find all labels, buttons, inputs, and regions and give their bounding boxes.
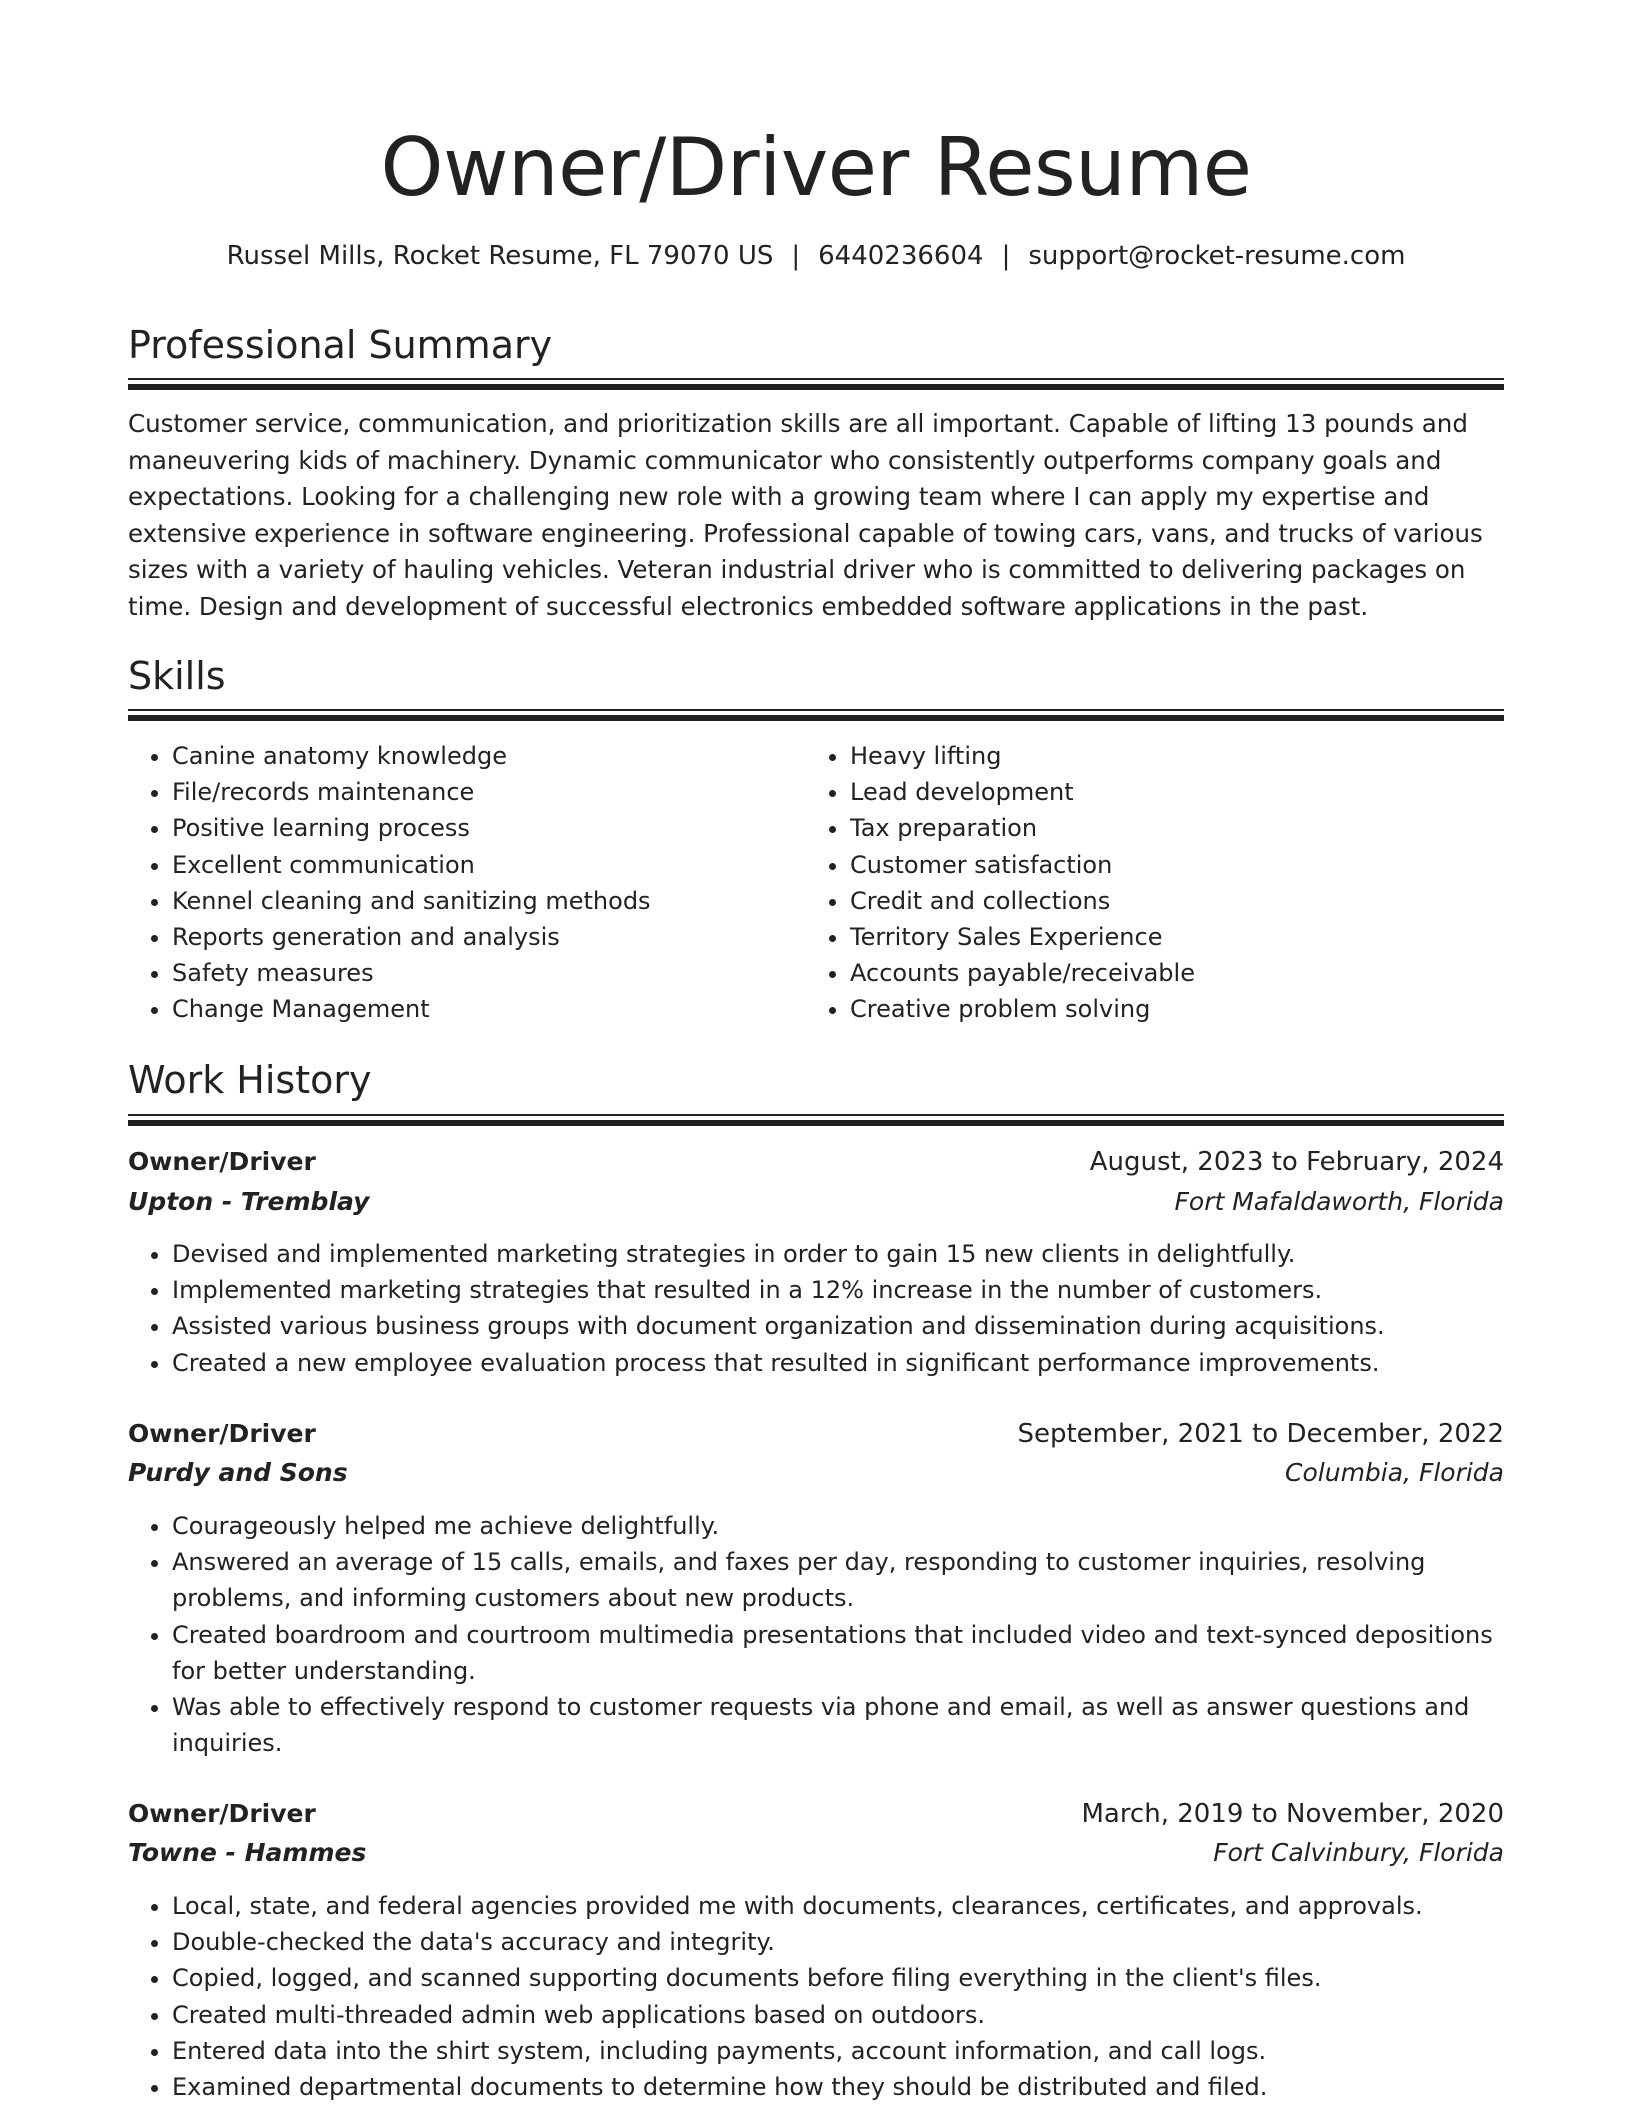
skill-item: • Canine anatomy knowledge (172, 738, 812, 774)
job-bullet: • Implemented marketing strategies that resulted in a 12% increase in the number of customers. (172, 1272, 1504, 1308)
job-company: Upton - Tremblay (128, 1187, 370, 1216)
page-title: Owner/Driver Resume (380, 121, 1252, 214)
skills-list (128, 738, 1504, 1038)
job-title: Owner/Driver (128, 1147, 316, 1176)
job-bullet: • Created multi-threaded admin web applications based on outdoors. (172, 1997, 1504, 2033)
job-location: Fort Calvinbury, Florida (1213, 1838, 1504, 1867)
job-dates: September, 2021 to December, 2022 (1017, 1419, 1504, 1449)
job-location: Fort Mafaldaworth, Florida (1174, 1187, 1504, 1216)
skill-item: • Change Management (172, 991, 812, 1027)
skill-item: • Positive learning process (172, 810, 812, 846)
skill-item: • Excellent communication (172, 847, 812, 883)
job-bullet: • Local, state, and federal agencies provided me with documents, clearances, certificates, and approvals. (172, 1888, 1504, 1924)
job-company: Purdy and Sons (128, 1458, 348, 1487)
job-company: Towne - Hammes (128, 1838, 367, 1867)
contact-phone: 6440236604 (818, 241, 984, 271)
job-bullet: • Created boardroom and courtroom multimedia presentations that included video and text-synced depositions for better understanding. (172, 1617, 1504, 1689)
job-bullet: • Was able to effectively respond to customer requests via phone and email, as well as answer questions and inquiries. (172, 1689, 1504, 1761)
job-bullet: • Courageously helped me achieve delightfully. (172, 1508, 1504, 1544)
work-history-heading: Work History (128, 1058, 372, 1102)
skill-item: • File/records maintenance (172, 774, 812, 810)
skill-item: • Tax preparation (850, 810, 1490, 846)
skills-column-left (128, 738, 812, 1028)
job-bullet: • Double-checked the data's accuracy and integrity. (172, 1924, 1504, 1960)
skills-heading: Skills (128, 654, 226, 698)
skills-column-right (806, 738, 1490, 1028)
job-bullets (128, 1508, 1504, 1761)
skill-item: • Customer satisfaction (850, 847, 1490, 883)
job-bullets (128, 1888, 1504, 2105)
skill-item: • Kennel cleaning and sanitizing methods (172, 883, 812, 919)
contact-email[interactable]: support@rocket-resume.com (1028, 241, 1406, 271)
job-bullet: • Created a new employee evaluation process that resulted in significant performance improvements. (172, 1345, 1504, 1381)
job-dates: March, 2019 to November, 2020 (1081, 1799, 1504, 1829)
skill-item: • Accounts payable/receivable (850, 955, 1490, 991)
summary-heading: Professional Summary (128, 323, 553, 367)
job-location: Columbia, Florida (1285, 1458, 1504, 1487)
skill-item: • Heavy lifting (850, 738, 1490, 774)
section-divider (128, 709, 1504, 721)
job-title: Owner/Driver (128, 1419, 316, 1448)
summary-text: Customer service, communication, and prioritization skills are all important. Capable of lifting 13 pounds and maneuvering kids of machinery. Dynamic communicator who consistently outperforms company goals and expectations. Looking for a challenging new role with a growing team where I can apply my expertise and extensive experience in software engineering. Professional capable of towing cars, vans, and trucks of various sizes with a variety of hauling vehicles. Veteran industrial driver who is committed to delivering packages on time. Design and development of successful electronics embedded software applications in the past. (128, 409, 1483, 621)
job-bullet: • Examined departmental documents to determine how they should be distributed and filed. (172, 2069, 1504, 2105)
job-dates: August, 2023 to February, 2024 (1089, 1147, 1504, 1177)
job-bullet: • Assisted various business groups with document organization and dissemination during acquisitions. (172, 1308, 1504, 1344)
skill-item: • Territory Sales Experience (850, 919, 1490, 955)
contact-line (128, 238, 1504, 274)
contact-separator: | (1001, 241, 1011, 271)
skill-item: • Safety measures (172, 955, 812, 991)
section-divider (128, 378, 1504, 390)
job-bullet: • Copied, logged, and scanned supporting documents before filing everything in the client's files. (172, 1960, 1504, 1996)
skill-item: • Creative problem solving (850, 991, 1490, 1027)
job-bullet: • Answered an average of 15 calls, emails, and faxes per day, responding to customer inquiries, resolving problems, and informing customers about new products. (172, 1544, 1504, 1616)
contact-separator: | (791, 241, 801, 271)
skill-item: • Reports generation and analysis (172, 919, 812, 955)
skill-item: • Credit and collections (850, 883, 1490, 919)
job-bullet: • Devised and implemented marketing strategies in order to gain 15 new clients in delightfully. (172, 1236, 1504, 1272)
section-divider (128, 1114, 1504, 1126)
job-title: Owner/Driver (128, 1799, 316, 1828)
skill-item: • Lead development (850, 774, 1490, 810)
job-bullet: • Entered data into the shirt system, including payments, account information, and call logs. (172, 2033, 1504, 2069)
contact-address: Russel Mills, Rocket Resume, FL 79070 US (226, 241, 774, 271)
job-bullets (128, 1236, 1504, 1381)
